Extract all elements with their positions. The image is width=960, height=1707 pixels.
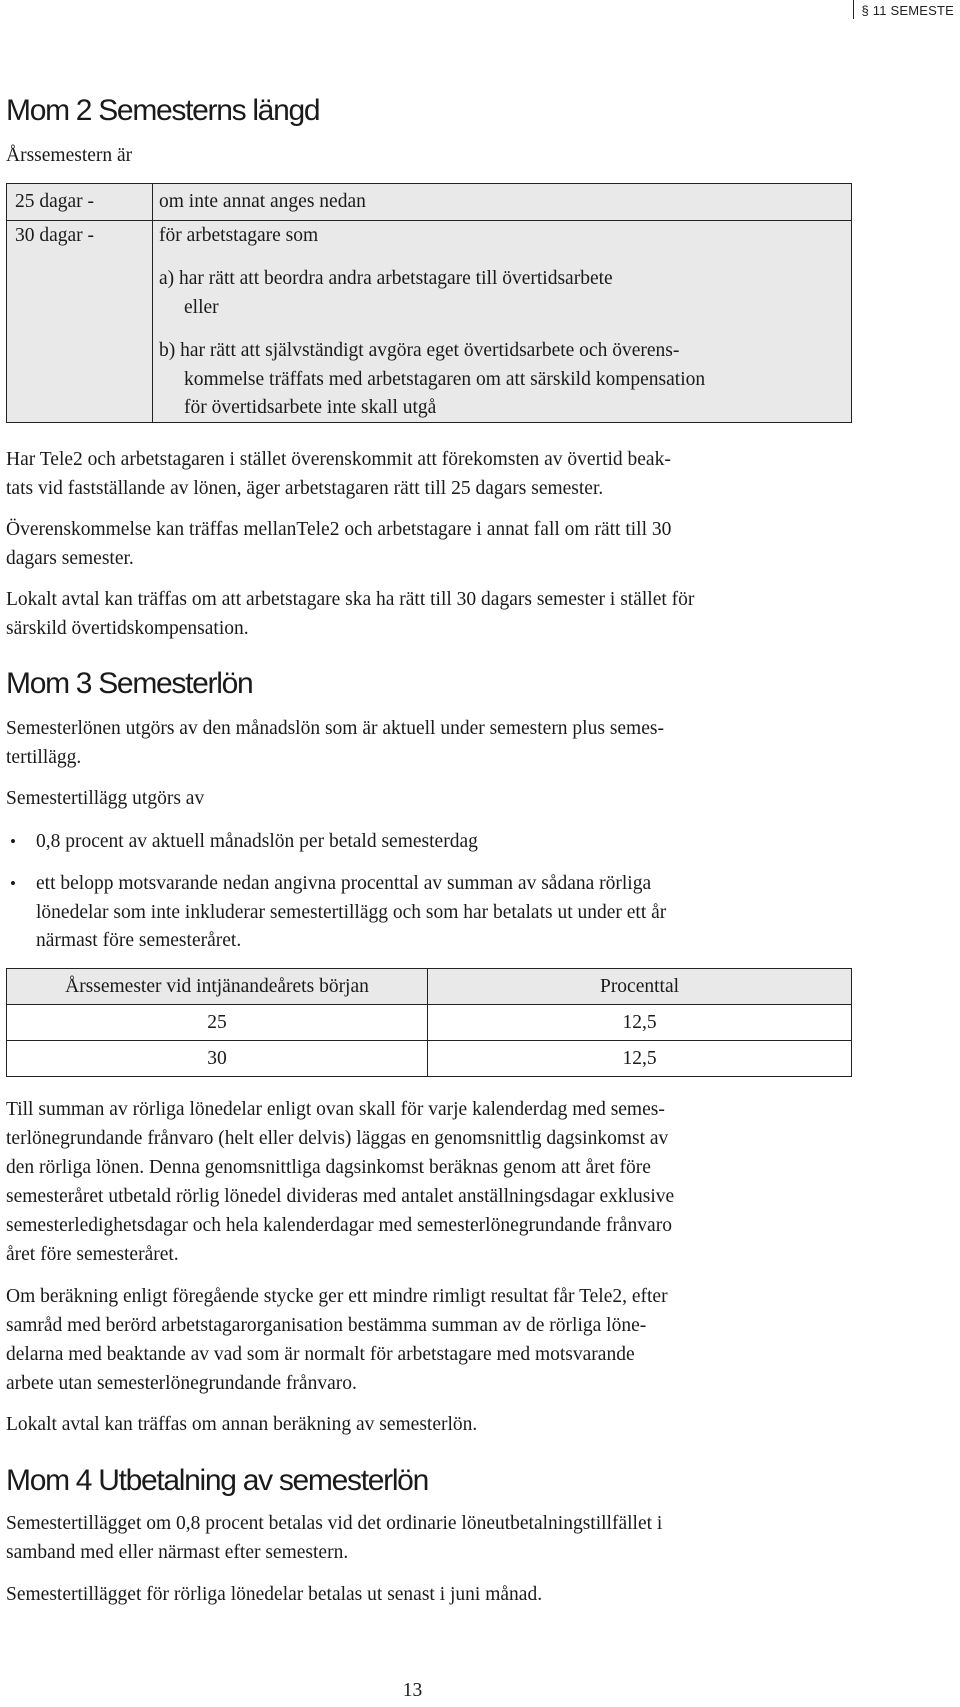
section-tag: § 11 SEMESTE	[853, 0, 960, 19]
box-item-b-line2: kommelse träffats med arbetstagaren om att särskild kompensation	[184, 369, 706, 390]
percentage-table	[6, 968, 852, 1077]
table-cell-percentage: 12,5	[428, 1005, 852, 1041]
mom2-heading: Mom 2 Semesterns längd	[6, 94, 320, 127]
mom3-paragraph5: Lokalt avtal kan träffas om annan beräkning av semesterlön.	[6, 1414, 478, 1435]
mom3-paragraph3-line4: semesteråret utbetald rörlig lönedel divideras med antalet anställningsdagar exklusive	[6, 1186, 675, 1207]
box-item-b-line3: för övertidsarbete inte skall utgå	[184, 397, 437, 418]
mom2-paragraph3-line2: särskild övertidskompensation.	[6, 618, 249, 639]
mom4-heading: Mom 4 Utbetalning av semesterlön	[6, 1464, 428, 1497]
mom3-paragraph4-line2: samråd med berörd arbetstagarorganisation bestämma summan av de rörliga löne-	[6, 1315, 647, 1336]
table-cell-vacation: 30	[7, 1041, 428, 1077]
mom2-paragraph1-line1: Har Tele2 och arbetstagaren i stället överenskommit att förekomsten av övertid beak-	[6, 449, 671, 470]
bullet2-line3: närmast före semesteråret.	[36, 930, 242, 951]
mom2-intro: Årssemestern är	[6, 145, 133, 166]
mom2-paragraph1-line2: tats vid fastställande av lönen, äger arbetstagaren rätt till 25 dagars semester.	[6, 478, 604, 499]
box-item-b-line1: b) har rätt att självständigt avgöra eget övertidsarbete och överens-	[159, 340, 680, 361]
bullet-marker: •	[10, 874, 16, 893]
mom4-paragraph2: Semestertillägget för rörliga lönedelar betalas ut senast i juni månad.	[6, 1584, 543, 1605]
mom3-paragraph4-line3: delarna med beaktande av vad som är normalt för arbetstagare med motsvarande	[6, 1344, 635, 1365]
table-row	[7, 1041, 852, 1077]
mom2-paragraph3-line1: Lokalt avtal kan träffas om att arbetstagare ska ha rätt till 30 dagars semester i stället för	[6, 589, 695, 610]
mom3-heading: Mom 3 Semesterlön	[6, 667, 253, 700]
mom3-paragraph3-line1: Till summan av rörliga lönedelar enligt ovan skall för varje kalenderdag med semes-	[6, 1099, 665, 1120]
mom2-paragraph2-line1: Överenskommelse kan träffas mellanTele2 och arbetstagare i annat fall om rätt till 30	[6, 519, 672, 540]
box-row2-label: 30 dagar -	[15, 225, 95, 246]
table-cell-vacation: 25	[7, 1005, 428, 1041]
box-row1-text: om inte annat anges nedan	[159, 191, 366, 212]
table-row	[7, 1005, 852, 1041]
box-row2-text: för arbetstagare som	[159, 225, 319, 246]
mom3-paragraph3-line6: året före semesteråret.	[6, 1244, 179, 1265]
bullet2-line1: ett belopp motsvarande nedan angivna procenttal av summan av sådana rörliga	[36, 873, 652, 894]
mom3-paragraph1-line1: Semesterlönen utgörs av den månadslön som är aktuell under semestern plus semes-	[6, 718, 664, 739]
box-item-a-line2: eller	[184, 297, 219, 318]
bullet2-line2: lönedelar som inte inkluderar semestertillägg och som har betalats ut under ett år	[36, 902, 667, 923]
table-header-percentage: Procenttal	[428, 969, 852, 1005]
mom4-paragraph1-line1: Semestertillägget om 0,8 procent betalas vid det ordinarie löneutbetalningstillfället i	[6, 1513, 663, 1534]
bullet-marker: •	[10, 832, 16, 851]
table-header-vacation: Årssemester vid intjänandeårets början	[7, 969, 428, 1005]
mom3-paragraph3-line2: terlönegrundande frånvaro (helt eller delvis) läggas en genomsnittlig dagsinkomst av	[6, 1128, 669, 1149]
mom3-paragraph4-line4: arbete utan semesterlönegrundande frånvaro.	[6, 1373, 357, 1394]
mom4-paragraph1-line2: samband med eller närmast efter semestern.	[6, 1542, 349, 1563]
mom3-paragraph4-line1: Om beräkning enligt föregående stycke ger ett mindre rimligt resultat får Tele2, efter	[6, 1286, 668, 1307]
mom3-paragraph1-line2: tertillägg.	[6, 747, 82, 768]
bullet1-text: 0,8 procent av aktuell månadslön per betald semesterdag	[36, 831, 478, 852]
vacation-length-box	[6, 183, 852, 423]
mom3-paragraph3-line5: semesterledighetsdagar och hela kalenderdagar med semesterlönegrundande frånvaro	[6, 1215, 672, 1236]
mom2-paragraph2-line2: dagars semester.	[6, 548, 134, 569]
box-divider-horizontal	[7, 220, 851, 221]
mom3-paragraph2: Semestertillägg utgörs av	[6, 788, 205, 809]
box-item-a-line1: a) har rätt att beordra andra arbetstagare till övertidsarbete	[159, 268, 613, 289]
page-number: 13	[402, 1680, 423, 1701]
table-header-row	[7, 969, 852, 1005]
box-row1-label: 25 dagar -	[15, 191, 95, 212]
mom3-paragraph3-line3: den rörliga lönen. Denna genomsnittliga dagsinkomst beräknas genom att året före	[6, 1157, 651, 1178]
table-cell-percentage: 12,5	[428, 1041, 852, 1077]
